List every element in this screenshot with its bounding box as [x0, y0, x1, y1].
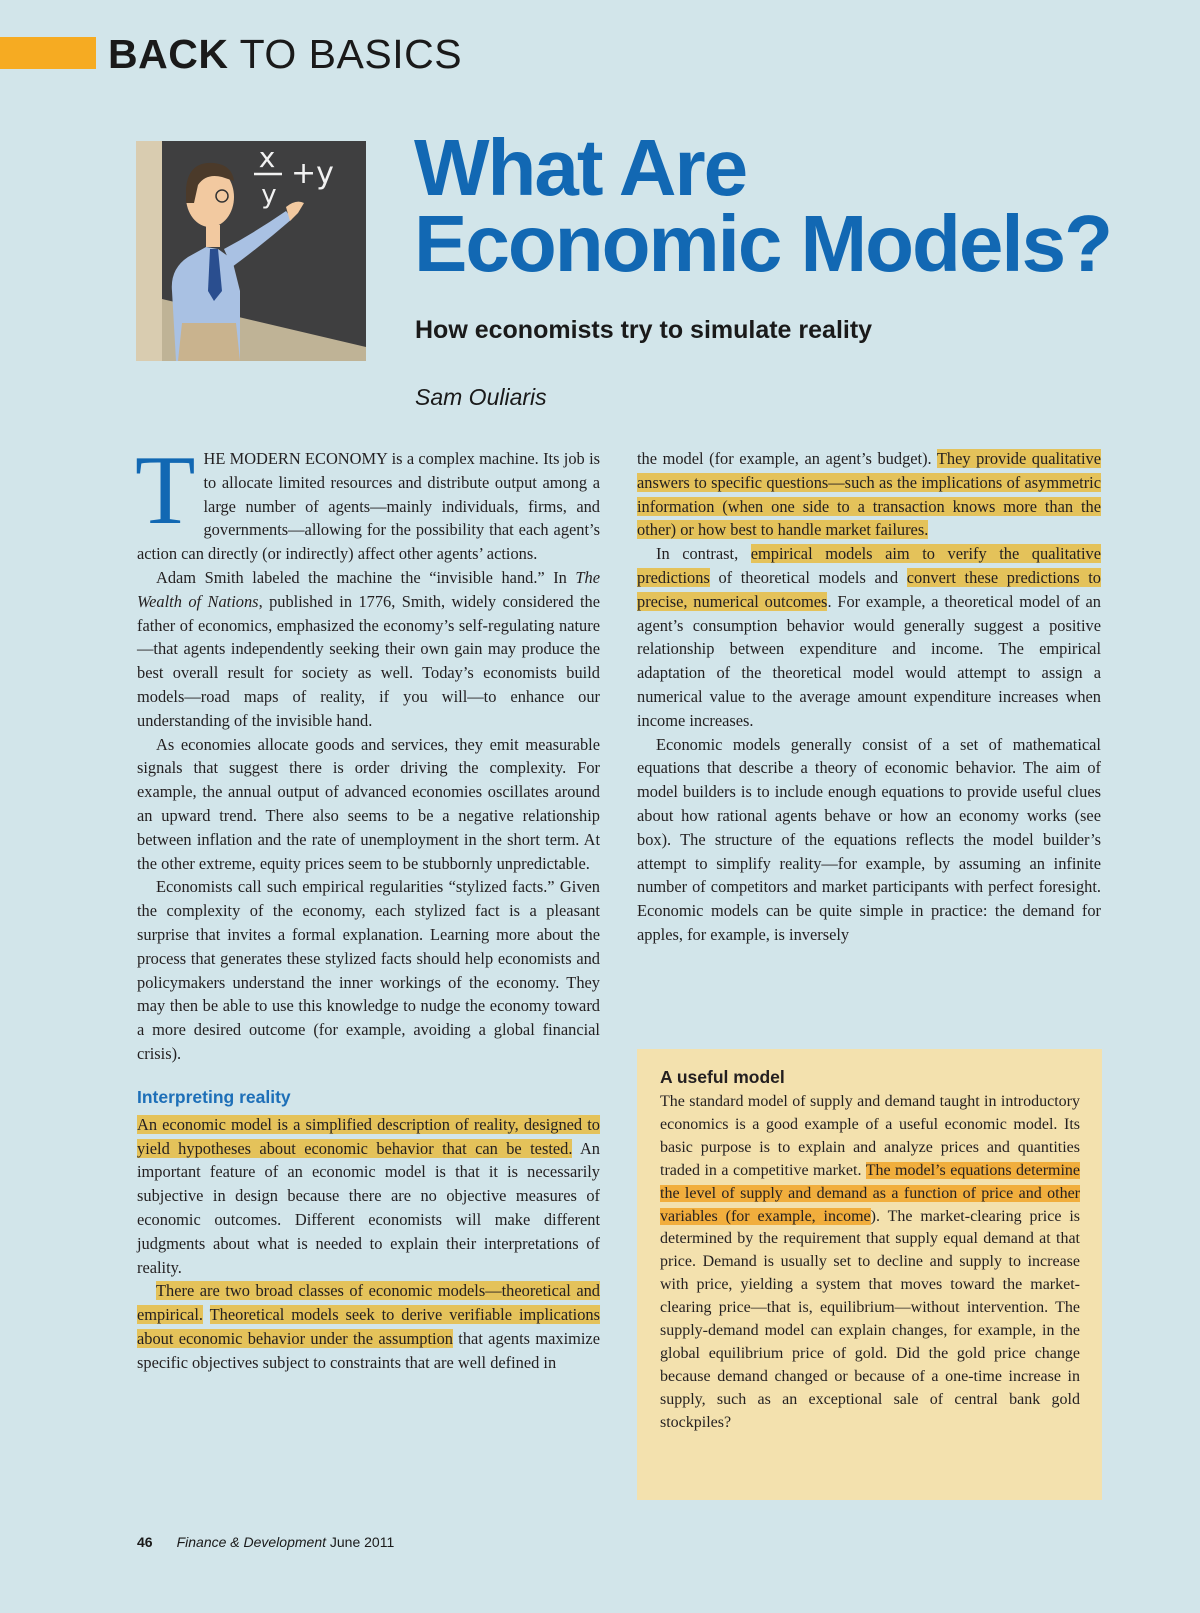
- page-footer: [137, 1532, 394, 1552]
- highlighted-text: An economic model is a simplified description of reality, designed to yield hypotheses about economic behavior that can be tested.: [137, 1114, 600, 1158]
- issue-date: June 2011: [329, 1534, 395, 1550]
- paragraph: An economic model is a simplified description of reality, designed to yield hypotheses about economic behavior that can be tested. An important feature of an economic model is that it is necessarily subjective in design because there are no objective measures of economic outcomes. Different economists will make different judgments about what is needed to explain their interpretations of reality.: [137, 1114, 600, 1277]
- section-accent-bar: [0, 37, 96, 69]
- box-title: A useful model: [660, 1067, 785, 1087]
- author-name: Sam Ouliaris: [415, 384, 547, 410]
- right-column: [637, 447, 1101, 947]
- magazine-name: Finance & Development: [176, 1534, 326, 1550]
- chalk-formula-denominator: y: [261, 180, 277, 210]
- paragraph: Adam Smith labeled the machine the “invisible hand.” In The Wealth of Nations, published in 1776, Smith, widely considered the father of economics, emphasized the economy’s self-regulating nature—that agents independently seeking their own gain may produce the best overall result for society as well. Today’s economists build models—road maps of reality, if you will—to enhance our understanding of the invisible hand.: [137, 567, 601, 730]
- box-text: The standard model of supply and demand taught in introductory economics is a good example of a useful economic model. Its basic purpose is to explain and analyze prices and quantities traded in a competitive market. The model’s equations determine the level of supply and demand as a function of price and other variables (for example, income). The market-clearing price is determined by the requirement that supply equal demand at that price. Demand is usually set to decline and supply to increase with price, yielding a system that moves toward the market-clearing price—that is, equilibrium—without intervention. The supply-demand model can explain changes, for example, in the global equilibrium price of gold. Did the gold price change because demand changed or because of a one-time increase in supply, such as an exceptional sale of central bank gold stockpiles?: [660, 1093, 1081, 1431]
- paragraph: As economies allocate goods and services, they emit measurable signals that suggest there is order driving the complexity. For example, the annual output of advanced economies oscillates around an upward trend. There also seems to be a negative relationship between inflation and the rate of unemployment in the short term. At the other extreme, equity prices seem to be stubbornly unpredictable.: [137, 734, 600, 873]
- section-label: BACK TO BASICS: [108, 31, 463, 77]
- section-subhead: Interpreting reality: [137, 1086, 291, 1107]
- article-subtitle: How economists try to simulate reality: [415, 316, 873, 344]
- paragraph: In contrast, empirical models aim to verify the qualitative predictions of theoretical models and convert these predictions to precise, numerical outcomes. For example, a theoretical model of an agent’s consumption behavior would generally suggest a positive relationship between expenditure and income. The empirical adaptation of the theoretical model would attempt to assign a numerical value to the average amount expenditure increases when income increases.: [637, 544, 1101, 730]
- paragraph: Economists call such empirical regularities “stylized facts.” Given the complexity of the economy, each stylized fact is a pleasant surprise that invites a formal explanation. Learning more about the process that generates these stylized facts should help economists and policymakers understand the inner workings of the economy. They may then be able to use this knowledge to nudge the economy toward a more desired outcome (for example, avoiding a global financial crisis).: [137, 877, 600, 1063]
- highlighted-text: Theoretical models seek to derive verifiable implications about economic behavior under the assumption: [137, 1305, 600, 1348]
- chalk-formula-rest: +y: [291, 156, 334, 191]
- paragraph: Economic models generally consist of a set of mathematical equations that describe a theory of economic behavior. The aim of model builders is to include enough equations to provide useful clues about how rational agents behave or how an economy works (see box). The structure of the equations reflects the model builder’s attempt to simplify reality—for example, by assuming an infinite number of competitors and market participants with perfect foresight. Economic models can be quite simple in practice: the demand for apples, for example, is inversely: [637, 734, 1101, 944]
- highlighted-text: The model’s equations determine the level of supply and demand as a function of price and other variables (for example, income: [660, 1161, 1081, 1225]
- paragraph: THE MODERN ECONOMY is a complex machine. Its job is to allocate limited resources and distribute output among a large number of agents—mainly individuals, firms, and governments—allowing for the possibility that each agent’s action can directly (or indirectly) affect other agents’ actions.: [135, 436, 600, 564]
- teacher-chalkboard-illustration: [136, 141, 366, 361]
- paragraph: There are two broad classes of economic models—theoretical and empirical. Theoretical models seek to derive verifiable implications about economic behavior under the assumption that agents maximize specific objectives subject to constraints that are well defined in: [137, 1281, 600, 1372]
- drop-cap: T: [135, 436, 196, 545]
- highlighted-text: convert these predictions to precise, numerical outcomes: [637, 567, 1101, 611]
- chalk-formula-numerator: x: [258, 141, 276, 174]
- highlighted-text: There are two broad classes of economic models—theoretical and empirical.: [137, 1281, 600, 1325]
- page-number: 46: [137, 1534, 153, 1550]
- left-column: [135, 436, 601, 1374]
- article-title: What Are Economic Models?: [414, 123, 1111, 288]
- paragraph: the model (for example, an agent’s budget). They provide qualitative answers to specific questions—such as the implications of asymmetric information (when one side to a transaction knows more than the other) or how best to handle market failures.: [637, 449, 1101, 540]
- sidebar-box: [637, 1049, 1102, 1500]
- highlighted-text: They provide qualitative answers to specific questions—such as the implications of asymmetric information (when one side to a transaction knows more than the other) or how best to handle market failures.: [637, 449, 1101, 540]
- highlighted-text: empirical models aim to verify the qualitative predictions: [637, 544, 1101, 587]
